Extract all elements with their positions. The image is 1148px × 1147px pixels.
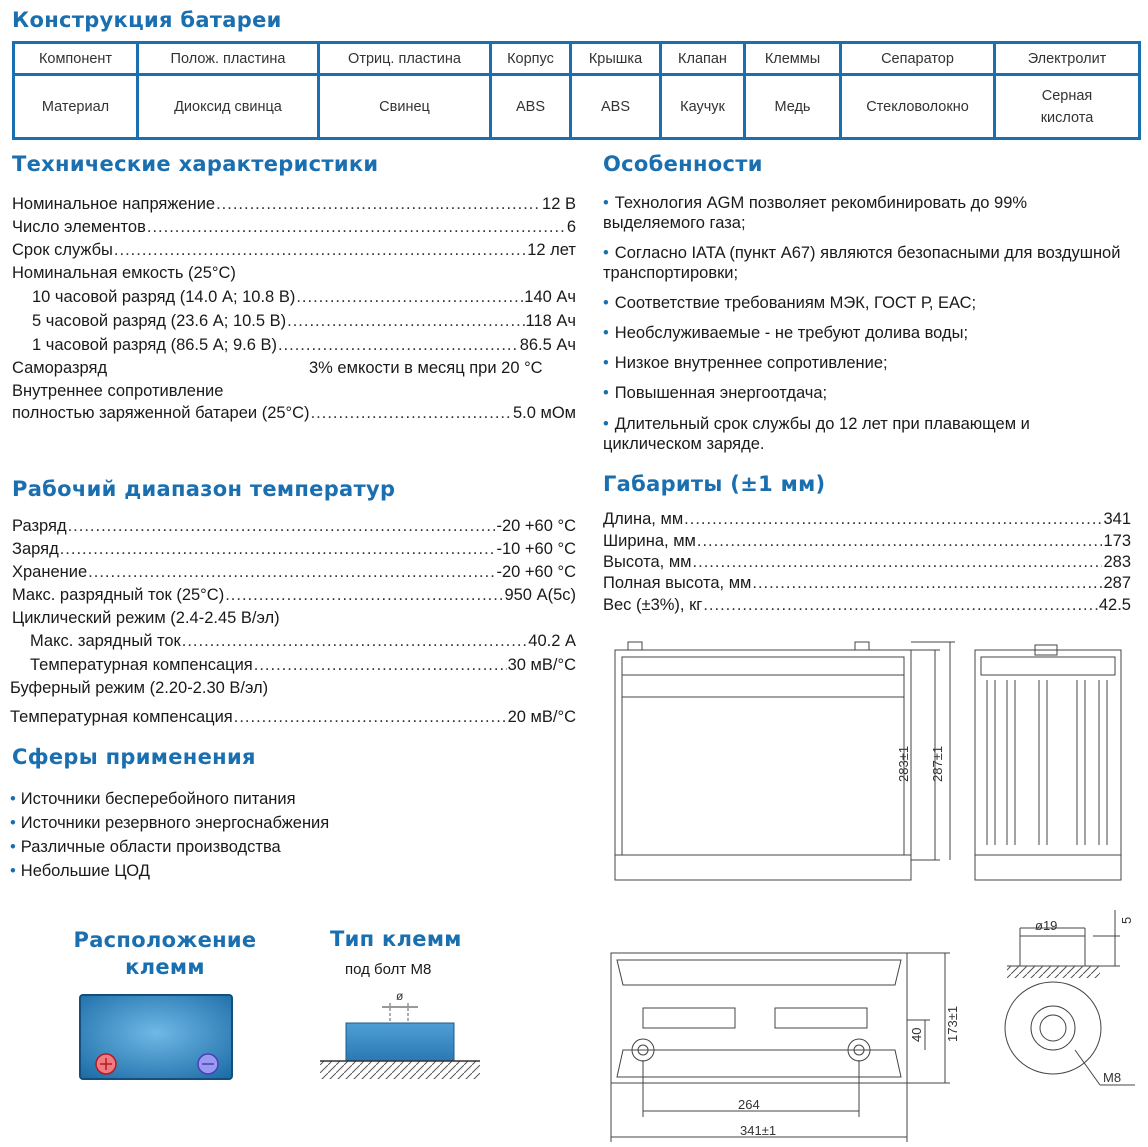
spec-label: Срок службы [12, 241, 113, 259]
spec-label: Высота, мм [603, 553, 692, 571]
spec-label: Полная высота, мм [603, 574, 752, 592]
spec-label: Макс. зарядный ток [30, 632, 181, 650]
terminal-type-heading: Тип клемм [330, 927, 462, 951]
dim-264-label: 264 [738, 1097, 760, 1112]
spec-label: 1 часовой разряд (86.5 А; 9.6 В) [32, 336, 277, 354]
negative-terminal-icon [198, 1054, 218, 1074]
spec-value: 341 [1103, 510, 1131, 528]
spec-value: 283 [1103, 553, 1131, 571]
capacity-title: Номинальная емкость (25°С) [12, 264, 236, 282]
spec-value: 6 [566, 218, 576, 236]
spec-label: полностью заряженной батареи (25°С) [12, 404, 310, 422]
feature-item: • Повышенная энергоотдача; [603, 384, 828, 402]
spec-value: -20 +60 °С [496, 563, 576, 581]
spec-label: Вес (±3%), кг [603, 596, 703, 614]
spec-value: 12 лет [527, 241, 576, 259]
terminal-layout-illustration [78, 993, 236, 1083]
spec-label: Хранение [12, 563, 88, 581]
feature-item: • Необслуживаемые - не требуют долива воды; [603, 324, 969, 342]
selfdis-value: 3% емкости в месяц при 20 °С [309, 359, 543, 377]
table-cell: Отриц. пластина [319, 43, 491, 75]
dim-width [603, 530, 1131, 553]
temp-maxcharge [30, 630, 576, 653]
feature-item: • Длительный срок службы до 12 лет при плавающем и циклическом заряде. [603, 415, 1030, 453]
dim-287-label: 287±1 [930, 745, 945, 782]
table-cell: Полож. пластина [138, 43, 319, 75]
spec-value: -10 +60 °С [496, 540, 576, 558]
table-cell: Каучук [661, 75, 745, 139]
dim-full [603, 572, 1131, 595]
app-item: • Источники резервного энергоснабжения [10, 814, 330, 832]
spec-value: 287 [1103, 574, 1131, 592]
feature-item: • Технология AGM позволяет рекомбинировать до 99% выделяемого газа; [603, 194, 1028, 232]
table-cell: Корпус [491, 43, 571, 75]
selfdis-label: Саморазряд [12, 359, 108, 377]
phi19-label: ø19 [1035, 918, 1058, 933]
temp-comp2 [10, 706, 576, 729]
temp-storage [12, 561, 576, 584]
table-cell: Крышка [571, 43, 661, 75]
temp-charge [12, 538, 576, 561]
table-cell: Материал [14, 75, 138, 139]
temp-discharge [12, 515, 576, 538]
spec-label: 10 часовой разряд (14.0 А; 10.8 В) [32, 288, 296, 306]
spec-value: -20 +60 °С [496, 517, 576, 535]
positive-terminal-icon [96, 1054, 116, 1074]
table-cell: Стекловолокно [841, 75, 995, 139]
spec-value: 20 мВ/°С [507, 708, 576, 726]
spec-resist [12, 402, 576, 425]
terminal-type-sub: под болт М8 [345, 961, 432, 978]
spec-value: 12 В [542, 195, 576, 213]
spec-life [12, 239, 576, 262]
spec-label: Температурная компенсация [30, 656, 253, 674]
table-cell: ABS [571, 75, 661, 139]
resist-title: Внутреннее сопротивление [12, 382, 224, 400]
spec-value: 30 мВ/°С [507, 656, 576, 674]
m8-label: M8 [1103, 1070, 1122, 1085]
spec-value: 5.0 мОм [512, 404, 576, 422]
spec-label: Номинальное напряжение [12, 195, 216, 213]
dim-283-label: 283±1 [896, 745, 911, 782]
electrolyte-line: Серная [1041, 87, 1093, 104]
table-cell: Электролит [995, 43, 1140, 75]
spec-value: 86.5 Ач [519, 336, 576, 354]
spec-label: Ширина, мм [603, 532, 696, 550]
buffer-title: Буферный режим (2.20-2.30 В/эл) [10, 679, 269, 697]
spec-label: Заряд [12, 540, 59, 558]
dim-height [603, 551, 1131, 574]
feature-item: • Согласно IATA (пункт А67) являются безопасными для воздушной транспортировки; [603, 244, 1121, 282]
terminal-type-illustration [320, 985, 480, 1080]
dim-173-label: 173±1 [945, 1005, 960, 1042]
table-cell: ABS [491, 75, 571, 139]
spec-label: Температурная компенсация [10, 708, 233, 726]
spec-label: 5 часовой разряд (23.6 А; 10.5 В) [32, 312, 287, 330]
construction-table [12, 41, 1141, 140]
electrolyte-line: кислота [1040, 109, 1094, 126]
spec-c1 [32, 334, 576, 357]
table-cell: Сепаратор [841, 43, 995, 75]
dims-heading: Габариты (±1 мм) [603, 472, 826, 496]
temp-comp1 [30, 654, 576, 677]
spec-c5 [32, 310, 576, 333]
terminal-detail [1005, 910, 1135, 1085]
features-heading: Особенности [603, 152, 763, 176]
spec-voltage [12, 193, 576, 216]
spec-value: 173 [1103, 532, 1131, 550]
dim-length [603, 508, 1131, 531]
table-cell: Диоксид свинца [138, 75, 319, 139]
temp-maxdis [12, 584, 576, 607]
top-view [611, 953, 950, 1142]
feature-item: • Соответствие требованиям МЭК, ГОСТ Р, ЕАС; [603, 294, 977, 312]
table-cell: Свинец [319, 75, 491, 139]
construction-material-row [14, 75, 1140, 139]
app-item: • Небольшие ЦОД [10, 862, 150, 880]
table-cell: Клеммы [745, 43, 841, 75]
construction-header-row [14, 43, 1140, 75]
spec-c10 [32, 286, 576, 309]
dim-341-label: 341±1 [740, 1123, 777, 1138]
table-cell: Медь [745, 75, 841, 139]
dim-40-label: 40 [909, 1027, 924, 1042]
app-item: • Различные области производства [10, 838, 281, 856]
spec-value: 140 Ач [524, 288, 576, 306]
temp-heading: Рабочий диапазон температур [12, 477, 396, 501]
dim-weight [603, 594, 1131, 617]
spec-value: 42.5 [1098, 596, 1131, 614]
apps-heading: Сферы применения [12, 745, 256, 769]
tech-heading: Технические характеристики [12, 152, 379, 176]
spec-label: Длина, мм [603, 510, 684, 528]
dim-5-label: 5 [1119, 916, 1134, 924]
app-item: • Источники бесперебойного питания [10, 790, 296, 808]
terminal-layout-heading: Расположение клемм [73, 928, 257, 979]
spec-label: Число элементов [12, 218, 146, 236]
table-cell: Компонент [14, 43, 138, 75]
spec-label: Макс. разрядный ток (25°С) [12, 586, 225, 604]
battery-drawings [595, 630, 1148, 1147]
spec-value: 40.2 А [528, 632, 576, 650]
spec-value: 950 А(5с) [504, 586, 576, 604]
table-cell: Клапан [661, 43, 745, 75]
feature-item: • Низкое внутреннее сопротивление; [603, 354, 888, 372]
side-view [975, 645, 1121, 880]
table-cell [995, 75, 1140, 139]
cyclic-title: Циклический режим (2.4-2.45 В/эл) [12, 609, 280, 627]
construction-heading: Конструкция батареи [12, 8, 282, 32]
spec-cells [12, 216, 576, 239]
spec-value: 118 Ач [525, 312, 576, 330]
spec-label: Разряд [12, 517, 67, 535]
diameter-label: ø [396, 989, 404, 1003]
